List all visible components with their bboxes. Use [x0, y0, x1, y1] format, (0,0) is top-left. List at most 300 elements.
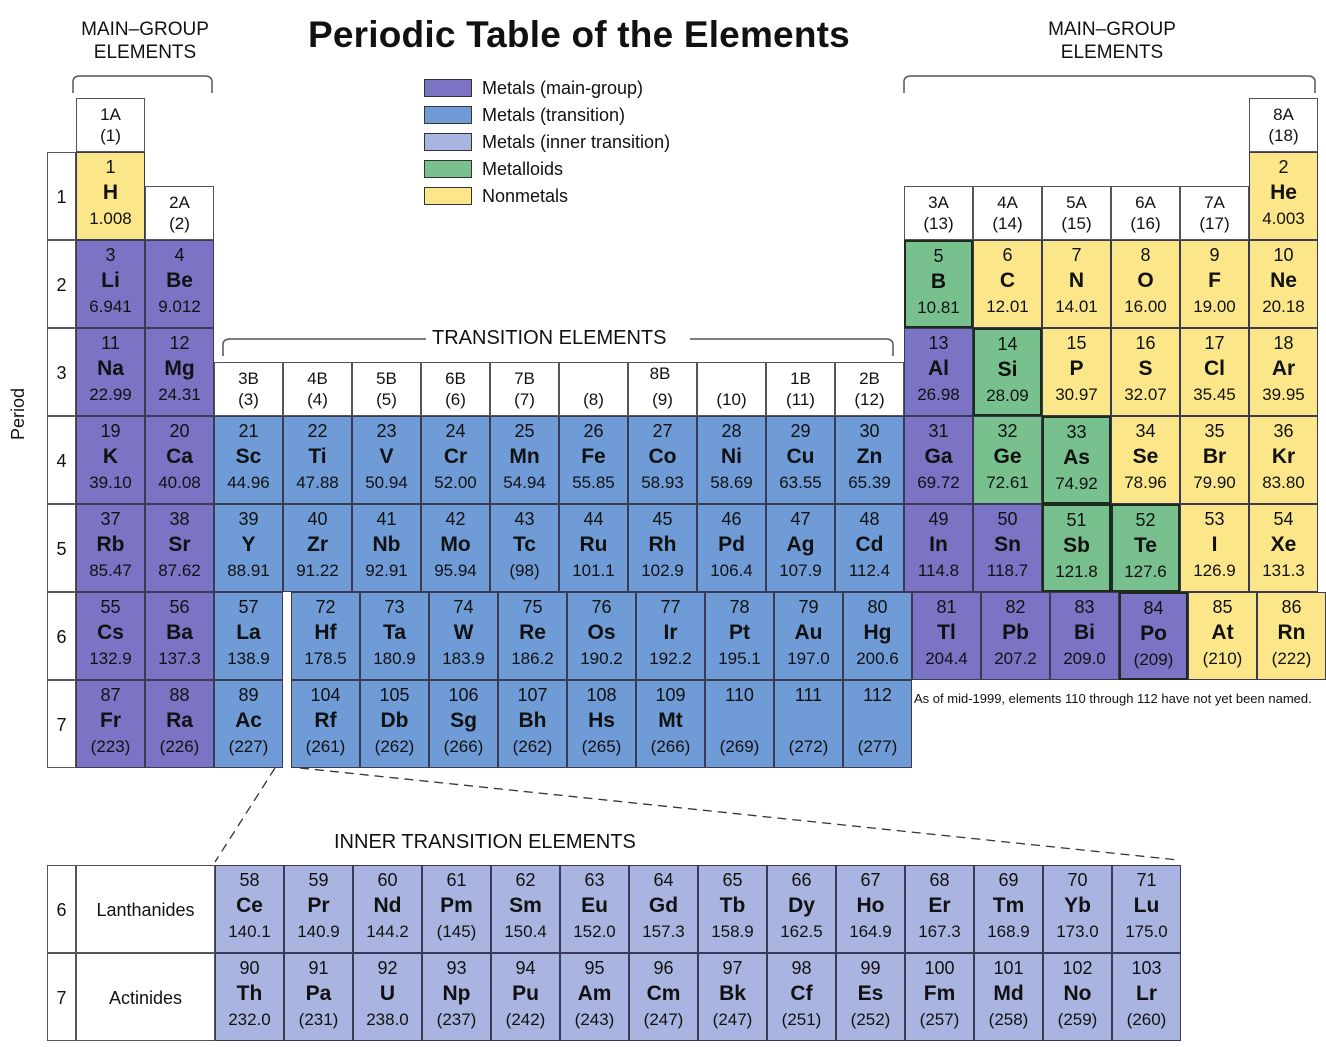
- atomic-number: 23: [376, 421, 397, 441]
- element-symbol: At: [1211, 621, 1234, 644]
- atomic-mass: 58.93: [641, 473, 684, 492]
- atomic-number: 22: [307, 421, 328, 441]
- period-label: 2: [47, 240, 76, 328]
- element-symbol: Mg: [164, 357, 195, 380]
- element-cell: [843, 592, 912, 680]
- element-cell: [981, 592, 1050, 680]
- atomic-number: 88: [169, 685, 190, 705]
- atomic-mass: (262): [512, 737, 553, 756]
- atomic-number: 67: [860, 870, 881, 890]
- element-symbol: La: [236, 621, 261, 644]
- period-label: 6: [47, 592, 76, 680]
- element-symbol: C: [999, 269, 1016, 292]
- element-cell: [145, 416, 214, 504]
- atomic-mass: 12.01: [986, 297, 1029, 316]
- atomic-mass: (258): [988, 1010, 1029, 1029]
- element-cell: [283, 504, 352, 592]
- element-symbol: P: [1069, 357, 1084, 380]
- atomic-number: 54: [1273, 509, 1294, 529]
- legend-label: Metals (main-group): [482, 78, 644, 98]
- element-symbol: Mn: [509, 445, 540, 468]
- atomic-number: 87: [100, 685, 121, 705]
- atomic-number: 27: [652, 421, 673, 441]
- element-cell: [559, 504, 628, 592]
- atomic-number: 31: [928, 421, 949, 441]
- element-cell: [974, 953, 1043, 1041]
- atomic-mass: 39.95: [1262, 385, 1305, 404]
- element-cell: [1180, 328, 1249, 416]
- element-symbol: Am: [577, 982, 612, 1005]
- element-cell: [1180, 416, 1249, 504]
- element-symbol: Lu: [1133, 894, 1160, 917]
- atomic-number: 56: [169, 597, 190, 617]
- group-label: 8A: [1273, 105, 1294, 124]
- atomic-mass: 85.47: [89, 561, 132, 580]
- element-cell: [353, 953, 422, 1041]
- atomic-number: 5: [933, 246, 944, 266]
- element-symbol: B: [930, 270, 947, 293]
- group-number: (7): [514, 390, 535, 409]
- atomic-number: 97: [722, 958, 743, 978]
- atomic-number: 24: [445, 421, 466, 441]
- atomic-mass: 131.3: [1262, 561, 1305, 580]
- element-symbol: In: [929, 533, 948, 556]
- atomic-mass: 40.08: [158, 473, 201, 492]
- atomic-mass: 79.90: [1193, 473, 1236, 492]
- element-symbol: Es: [857, 982, 884, 1005]
- element-cell: [215, 865, 284, 953]
- element-symbol: Lr: [1136, 982, 1157, 1005]
- atomic-mass: 192.2: [649, 649, 692, 668]
- atomic-mass: 132.9: [89, 649, 132, 668]
- atomic-mass: 167.3: [918, 922, 961, 941]
- element-cell: [429, 680, 498, 768]
- element-cell: [1112, 865, 1181, 953]
- atomic-number: 103: [1131, 958, 1162, 978]
- element-symbol: F: [1208, 269, 1221, 292]
- group-number: (1): [100, 126, 121, 145]
- group-label: 6A: [1135, 193, 1156, 212]
- element-symbol: Re: [519, 621, 546, 644]
- atomic-number: 25: [514, 421, 535, 441]
- element-cell: [1043, 953, 1112, 1041]
- element-cell: [1249, 504, 1318, 592]
- group-header-g5: [352, 362, 421, 416]
- atomic-number: 18: [1273, 333, 1294, 353]
- element-cell: [1111, 328, 1180, 416]
- element-symbol: No: [1063, 982, 1092, 1005]
- period-label: 1: [47, 152, 76, 240]
- atomic-mass: 140.9: [297, 922, 340, 941]
- atomic-number: 102: [1062, 958, 1093, 978]
- atomic-mass: 19.00: [1193, 297, 1236, 316]
- element-cell: [974, 865, 1043, 953]
- legend-label: Metals (transition): [482, 105, 626, 125]
- element-symbol: Br: [1202, 445, 1227, 468]
- element-cell: [628, 504, 697, 592]
- element-symbol: Cu: [786, 445, 815, 468]
- atomic-mass: 9.012: [158, 297, 201, 316]
- atomic-number: 48: [859, 509, 880, 529]
- element-cell: [1042, 416, 1111, 504]
- element-symbol: Er: [928, 894, 951, 917]
- atomic-number: 70: [1067, 870, 1088, 890]
- atomic-mass: (257): [919, 1010, 960, 1029]
- element-cell: [429, 592, 498, 680]
- element-symbol: Mt: [658, 709, 683, 732]
- atomic-number: 14: [997, 334, 1018, 354]
- element-cell: [291, 680, 360, 768]
- group-header-g14: [973, 186, 1042, 240]
- atomic-number: 19: [100, 421, 121, 441]
- element-symbol: Ta: [383, 621, 406, 644]
- group-header-g10: [697, 362, 766, 416]
- atomic-number: 21: [238, 421, 259, 441]
- atomic-number: 34: [1135, 421, 1156, 441]
- atomic-mass: 238.0: [366, 1010, 409, 1029]
- atomic-mass: 180.9: [373, 649, 416, 668]
- lanthanides-label: Lanthanides: [76, 865, 215, 953]
- legend-label: Metalloids: [482, 159, 564, 179]
- element-symbol: Po: [1140, 622, 1167, 645]
- element-cell: [214, 504, 283, 592]
- period-label: 4: [47, 416, 76, 504]
- atomic-number: 3: [105, 245, 116, 265]
- atomic-number: 38: [169, 509, 190, 529]
- atomic-number: 71: [1136, 870, 1157, 890]
- atomic-mass: 72.61: [986, 473, 1029, 492]
- atomic-number: 57: [238, 597, 259, 617]
- atomic-number: 110: [725, 685, 754, 705]
- element-symbol: Sb: [1063, 534, 1090, 557]
- element-symbol: Ti: [308, 445, 327, 468]
- group-header-g6: [421, 362, 490, 416]
- atomic-number: 43: [514, 509, 535, 529]
- element-symbol: Bi: [1074, 621, 1095, 644]
- atomic-number: 75: [522, 597, 543, 617]
- group-number: (12): [854, 390, 885, 409]
- element-symbol: Gd: [648, 894, 679, 917]
- atomic-number: 90: [239, 958, 260, 978]
- atomic-number: 55: [100, 597, 121, 617]
- legend-label: Metals (inner transition): [482, 132, 671, 152]
- element-cell: [1111, 504, 1180, 592]
- atomic-number: 73: [384, 597, 405, 617]
- atomic-number: 49: [928, 509, 949, 529]
- group-number: (10): [716, 390, 747, 409]
- element-symbol: Cr: [443, 445, 468, 468]
- element-cell: [76, 240, 145, 328]
- atomic-mass: 47.88: [296, 473, 339, 492]
- atomic-mass: 186.2: [511, 649, 554, 668]
- atomic-mass: 178.5: [304, 649, 347, 668]
- element-symbol: Zr: [307, 533, 328, 556]
- atomic-mass: 162.5: [780, 922, 823, 941]
- element-symbol: Be: [166, 269, 193, 292]
- atomic-mass: 158.9: [711, 922, 754, 941]
- atomic-mass: 107.9: [779, 561, 822, 580]
- group-number: (8): [583, 390, 604, 409]
- atomic-mass: 28.09: [986, 386, 1029, 405]
- element-cell: [421, 416, 490, 504]
- atomic-number: 69: [998, 870, 1019, 890]
- atomic-number: 82: [1005, 597, 1026, 617]
- atomic-mass: 16.00: [1124, 297, 1167, 316]
- element-cell: [904, 504, 973, 592]
- element-symbol: Sg: [450, 709, 477, 732]
- element-symbol: Rh: [648, 533, 677, 556]
- lanthanides-period: 6: [47, 865, 76, 953]
- group-label: 4B: [307, 369, 328, 388]
- group-number: (18): [1268, 126, 1299, 145]
- element-symbol: Li: [101, 269, 120, 292]
- element-symbol: Rb: [96, 533, 125, 556]
- atomic-mass: (252): [850, 1010, 891, 1029]
- element-cell: [360, 592, 429, 680]
- element-symbol: Na: [97, 357, 124, 380]
- atomic-number: 85: [1212, 597, 1233, 617]
- atomic-number: 101: [993, 958, 1024, 978]
- element-symbol: Xe: [1270, 533, 1297, 556]
- atomic-mass: 54.94: [503, 473, 546, 492]
- atomic-number: 64: [653, 870, 674, 890]
- atomic-mass: (210): [1202, 649, 1243, 668]
- atomic-mass: 232.0: [228, 1010, 271, 1029]
- element-cell: [498, 592, 567, 680]
- group-label: 1B: [790, 369, 811, 388]
- atomic-number: 111: [794, 685, 823, 705]
- group-number: (16): [1130, 214, 1161, 233]
- period-label: 7: [47, 680, 76, 768]
- atomic-mass: 183.9: [442, 649, 485, 668]
- element-symbol: Ne: [1270, 269, 1297, 292]
- element-cell: [145, 592, 214, 680]
- element-symbol: Pr: [307, 894, 330, 917]
- group-header-g15: [1042, 186, 1111, 240]
- element-symbol: Zn: [856, 445, 883, 468]
- group-number: (9): [652, 390, 673, 409]
- element-cell: [774, 680, 843, 768]
- element-cell: [283, 416, 352, 504]
- atomic-mass: (223): [90, 737, 131, 756]
- element-cell: [1188, 592, 1257, 680]
- element-cell: [1180, 504, 1249, 592]
- atomic-number: 106: [448, 685, 479, 705]
- element-cell: [835, 416, 904, 504]
- element-cell: [843, 680, 912, 768]
- atomic-mass: 6.941: [89, 297, 132, 316]
- element-symbol: Ru: [579, 533, 608, 556]
- atomic-number: 1: [105, 157, 116, 177]
- element-symbol: I: [1211, 533, 1218, 556]
- atomic-number: 53: [1204, 509, 1225, 529]
- atomic-number: 60: [377, 870, 398, 890]
- element-cell: [835, 504, 904, 592]
- atomic-mass: 14.01: [1055, 297, 1098, 316]
- atomic-mass: 101.1: [572, 561, 615, 580]
- element-symbol: U: [379, 982, 396, 1005]
- element-symbol: Fr: [100, 709, 121, 732]
- element-cell: [1249, 152, 1318, 240]
- element-symbol: Sm: [509, 894, 542, 917]
- actinides-label: Actinides: [76, 953, 215, 1041]
- atomic-number: 11: [101, 333, 120, 353]
- element-symbol: Ni: [721, 445, 742, 468]
- element-symbol: Y: [241, 533, 256, 556]
- atomic-number: 2: [1278, 157, 1289, 177]
- atomic-mass: 127.6: [1124, 562, 1167, 581]
- atomic-mass: 63.55: [779, 473, 822, 492]
- atomic-mass: (272): [788, 737, 829, 756]
- atomic-mass: (261): [305, 737, 346, 756]
- element-cell: [291, 592, 360, 680]
- atomic-mass: 150.4: [504, 922, 547, 941]
- element-symbol: Pm: [440, 894, 473, 917]
- element-symbol: Hg: [863, 621, 892, 644]
- period-label: 5: [47, 504, 76, 592]
- atomic-mass: 102.9: [641, 561, 684, 580]
- atomic-mass: 74.92: [1055, 474, 1098, 493]
- atomic-number: 16: [1135, 333, 1156, 353]
- element-symbol: Nd: [373, 894, 402, 917]
- element-cell: [904, 240, 973, 328]
- atomic-mass: 30.97: [1055, 385, 1098, 404]
- element-cell: [973, 328, 1042, 416]
- group-label: 7A: [1204, 193, 1225, 212]
- atomic-number: 105: [379, 685, 410, 705]
- element-cell: [567, 680, 636, 768]
- main-group-right-label: MAIN–GROUP ELEMENTS: [1048, 19, 1176, 63]
- element-cell: [1042, 240, 1111, 328]
- atomic-mass: 118.7: [986, 561, 1029, 580]
- element-cell: [836, 865, 905, 953]
- atomic-number: 20: [169, 421, 190, 441]
- group-label: 6B: [445, 369, 466, 388]
- element-symbol: Ge: [993, 445, 1022, 468]
- atomic-mass: (209): [1133, 650, 1174, 669]
- element-cell: [973, 240, 1042, 328]
- legend-swatch: [424, 106, 472, 124]
- element-cell: [422, 865, 491, 953]
- element-cell: [1257, 592, 1326, 680]
- element-symbol: Tl: [937, 621, 956, 644]
- atomic-number: 44: [583, 509, 604, 529]
- element-cell: [705, 680, 774, 768]
- element-cell: [1042, 504, 1111, 592]
- atomic-mass: 83.80: [1262, 473, 1305, 492]
- element-symbol: Cl: [1204, 357, 1225, 380]
- atomic-number: 59: [308, 870, 329, 890]
- atomic-number: 109: [655, 685, 686, 705]
- element-symbol: Se: [1132, 445, 1159, 468]
- element-symbol: Db: [380, 709, 409, 732]
- element-cell: [284, 953, 353, 1041]
- element-cell: [636, 680, 705, 768]
- atomic-mass: 207.2: [994, 649, 1037, 668]
- atomic-mass: 1.008: [89, 209, 132, 228]
- legend-swatch: [424, 133, 472, 151]
- atomic-number: 78: [729, 597, 750, 617]
- group-header-g17: [1180, 186, 1249, 240]
- group-number: (4): [307, 390, 328, 409]
- element-symbol: Ga: [924, 445, 953, 468]
- atomic-number: 62: [515, 870, 536, 890]
- atomic-number: 15: [1066, 333, 1087, 353]
- atomic-mass: 88.91: [227, 561, 270, 580]
- element-symbol: Hs: [588, 709, 615, 732]
- element-symbol: Al: [928, 357, 949, 380]
- group-header-g12: [835, 362, 904, 416]
- atomic-mass: 78.96: [1124, 473, 1167, 492]
- atomic-number: 13: [928, 333, 949, 353]
- group-label: 2A: [169, 193, 190, 212]
- element-symbol: Cs: [97, 621, 124, 644]
- element-symbol: Pt: [729, 621, 750, 644]
- atomic-mass: (265): [581, 737, 622, 756]
- element-symbol: V: [379, 445, 394, 468]
- element-symbol: Np: [442, 982, 471, 1005]
- atomic-number: 29: [790, 421, 811, 441]
- element-symbol: Tm: [992, 894, 1025, 917]
- atomic-mass: (243): [574, 1010, 615, 1029]
- atomic-mass: 157.3: [642, 922, 685, 941]
- period-axis-label: Period: [8, 387, 28, 440]
- atomic-mass: 26.98: [917, 385, 960, 404]
- atomic-mass: 126.9: [1193, 561, 1236, 580]
- atomic-mass: (145): [436, 922, 477, 941]
- atomic-number: 7: [1071, 245, 1082, 265]
- actinides-period: 7: [47, 953, 76, 1041]
- element-cell: [766, 416, 835, 504]
- atomic-number: 74: [453, 597, 474, 617]
- element-cell: [352, 504, 421, 592]
- atomic-mass: (237): [436, 1010, 477, 1029]
- element-cell: [498, 680, 567, 768]
- atomic-number: 107: [517, 685, 548, 705]
- atomic-number: 12: [169, 333, 190, 353]
- group-header-g3: [214, 362, 283, 416]
- element-cell: [76, 504, 145, 592]
- atomic-number: 96: [653, 958, 674, 978]
- atomic-mass: 55.85: [572, 473, 615, 492]
- element-symbol: Sn: [994, 533, 1021, 556]
- atomic-number: 28: [721, 421, 742, 441]
- atomic-number: 33: [1066, 422, 1087, 442]
- atomic-number: 30: [859, 421, 880, 441]
- atomic-number: 68: [929, 870, 950, 890]
- atomic-number: 95: [584, 958, 605, 978]
- element-cell: [76, 152, 145, 240]
- element-cell: [629, 953, 698, 1041]
- group-number: (6): [445, 390, 466, 409]
- element-cell: [698, 865, 767, 953]
- group-number: (11): [786, 390, 815, 409]
- atomic-number: 51: [1066, 510, 1087, 530]
- atomic-mass: 204.4: [925, 649, 968, 668]
- element-cell: [491, 865, 560, 953]
- element-symbol: Co: [648, 445, 677, 468]
- atomic-mass: (247): [712, 1010, 753, 1029]
- element-cell: [490, 416, 559, 504]
- atomic-mass: 114.8: [917, 561, 960, 580]
- atomic-mass: 168.9: [987, 922, 1030, 941]
- element-symbol: Tb: [719, 894, 746, 917]
- atomic-mass: 173.0: [1056, 922, 1099, 941]
- element-cell: [491, 953, 560, 1041]
- group-number: (13): [923, 214, 954, 233]
- group-8b-label: 8B: [649, 364, 671, 383]
- element-symbol: Mo: [440, 533, 471, 556]
